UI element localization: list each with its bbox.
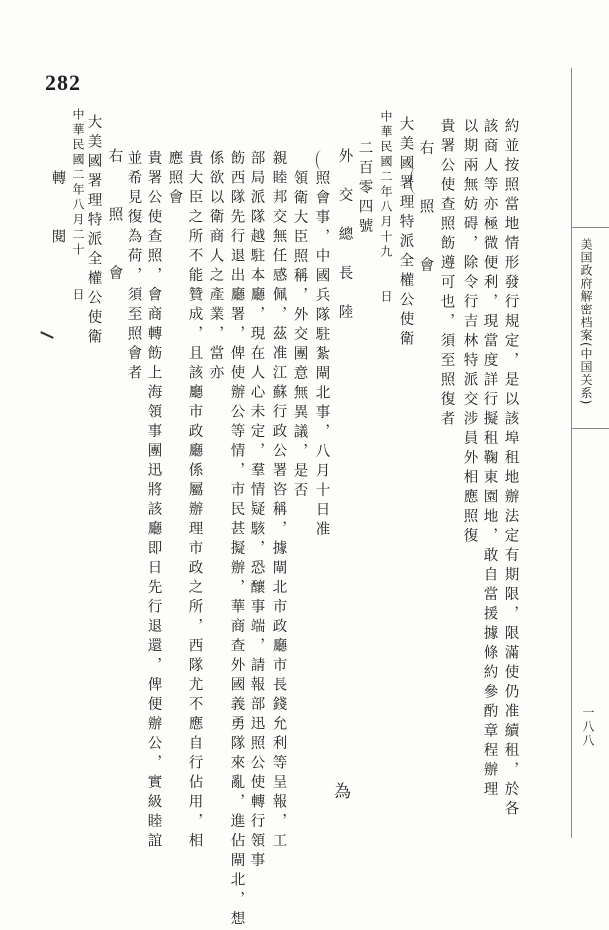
bracket-mark	[410, 168, 421, 194]
text-column: 中華民國二年八月二十 日	[71, 108, 85, 303]
text-column: 飭西隊先行退出廳署，俾使辦公等情，市民甚擬辦，華商查外國義勇隊來亂，進佔閘北，想	[228, 150, 245, 930]
text-column: 約並按照當地情形發行規定，是以該埠租地辦法定有期限，限滿使仍准續租，於各	[502, 118, 519, 820]
text-column: 大美國署理特派全權公使衛	[397, 116, 414, 350]
text-column: 應照會	[166, 150, 183, 209]
text-column: 親睦邦交無任感佩，茲准江蘇行政公署咨稱，據閘北市政廳市長錢允利等呈報，工	[270, 150, 287, 852]
text-column: 外 交 總 長 陸	[336, 148, 353, 324]
text-column: 二百零四號	[356, 140, 373, 238]
text-column: 部局派隊越駐本廳，現在人心未定，羣情疑駭，恐釀事端，請報部迅照公使轉行領事	[248, 150, 265, 872]
text-column: 並希見復為荷，須至照會者	[125, 150, 142, 384]
right-margin-rule	[571, 68, 572, 838]
tick-mark	[40, 331, 54, 339]
text-column: 右 照 會	[417, 140, 434, 277]
text-column: 貴大臣之所不能贊成，且該廳市政廳係屬辦理市政之所，西隊尤不應自行佔用，相	[186, 150, 203, 852]
tab-rule-top	[571, 227, 609, 228]
page-number: 282	[45, 70, 81, 95]
side-page-number: 一八八	[581, 706, 595, 748]
text-column: 該商人等亦極微便利，現當度詳行擬租鞠東園地，敢自當援據條約參酌章程辦理	[481, 118, 498, 801]
text-column: 右 照 會	[106, 148, 123, 285]
text-column: 領衛大臣照稱，外交團意無異議，是否	[291, 170, 308, 502]
text-column: 貴署公使查照飭遵可也，須至照復者	[438, 118, 455, 430]
text-column: 照會事，中國兵隊駐紮閘北事，八月十日准	[313, 170, 330, 541]
text-column: 轉 閱	[49, 170, 66, 248]
text-column: 大美國署理特派全權公使衛	[85, 114, 102, 348]
text-column: 以期兩無妨碍，除令行吉林特派交涉員外相應照復	[461, 118, 478, 547]
series-title: 美国政府解密档案(中国关系)	[579, 238, 593, 406]
tab-rule-bottom	[571, 428, 609, 429]
text-column: 貴署公使查照，會商轉飭上海領事團迅將該廳即日先行退還，俾便辦公，實級睦誼	[145, 150, 162, 852]
text-column: 係欲以衛商人之產業，當亦	[207, 150, 224, 384]
text-column: 中華民國二年八月十九 日	[379, 110, 393, 305]
bracket-mark	[316, 150, 327, 170]
margin-annotation: 為	[330, 782, 350, 806]
